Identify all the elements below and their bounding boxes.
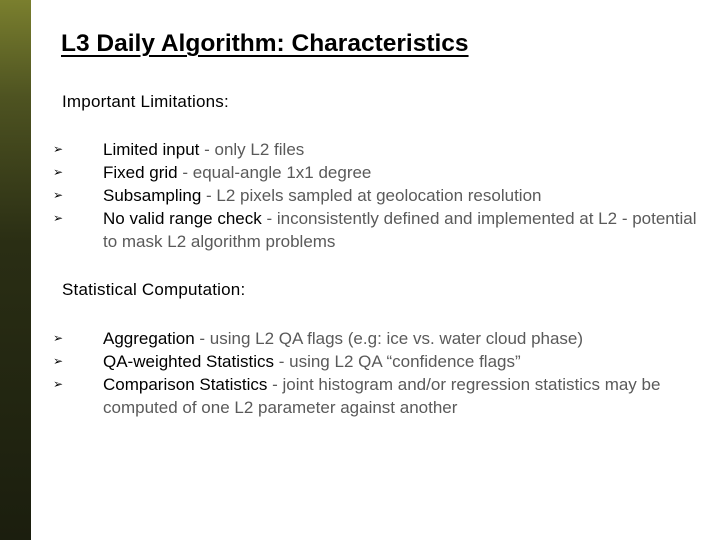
bullet-term: Limited input xyxy=(103,140,200,159)
arrowhead-bullet-icon: ➢ xyxy=(53,354,64,368)
list-item xyxy=(31,207,720,253)
bullet-description: using L2 QA “confidence flags” xyxy=(289,352,521,371)
limitations-list xyxy=(31,138,720,253)
bullet-description: equal-angle 1x1 degree xyxy=(192,163,372,182)
bullet-description: inconsistently defined and implemented at L2 - potential to mask L2 algorithm problems xyxy=(103,209,697,251)
list-item xyxy=(31,350,720,373)
list-item xyxy=(31,184,720,207)
arrowhead-bullet-icon: ➢ xyxy=(53,211,64,225)
bullet-separator: - xyxy=(201,186,217,205)
list-item xyxy=(31,138,720,161)
bullet-term: QA-weighted Statistics xyxy=(103,352,275,371)
section-heading-limitations: Important Limitations: xyxy=(62,92,229,111)
arrowhead-bullet-icon: ➢ xyxy=(53,331,64,345)
bullet-term: No valid range check xyxy=(103,209,262,228)
arrowhead-bullet-icon: ➢ xyxy=(53,188,64,202)
arrowhead-bullet-icon: ➢ xyxy=(53,142,64,156)
bullet-separator: - xyxy=(261,209,277,228)
bullet-separator: - xyxy=(274,352,290,371)
statistical-computation-list xyxy=(31,327,720,419)
bullet-term: Aggregation xyxy=(103,329,195,348)
slide-sidebar-accent xyxy=(0,0,31,540)
bullet-description: joint histogram and/or regression statistics may be computed of one L2 parameter against another xyxy=(103,375,661,417)
list-item xyxy=(31,373,720,419)
bullet-description: using L2 QA flags (e.g: ice vs. water cloud phase) xyxy=(209,329,584,348)
arrowhead-bullet-icon: ➢ xyxy=(53,377,64,391)
bullet-description: only L2 files xyxy=(214,140,305,159)
bullet-separator: - xyxy=(194,329,210,348)
bullet-term: Fixed grid xyxy=(103,163,178,182)
bullet-description: L2 pixels sampled at geolocation resolution xyxy=(216,186,542,205)
bullet-separator: - xyxy=(177,163,193,182)
bullet-term: Subsampling xyxy=(103,186,202,205)
list-item xyxy=(31,327,720,350)
section-heading-statistical-computation: Statistical Computation: xyxy=(62,280,246,299)
slide-content xyxy=(31,0,720,540)
bullet-term: Comparison Statistics xyxy=(103,375,268,394)
bullet-separator: - xyxy=(267,375,283,394)
bullet-separator: - xyxy=(199,140,215,159)
arrowhead-bullet-icon: ➢ xyxy=(53,165,64,179)
list-item xyxy=(31,161,720,184)
slide-title: L3 Daily Algorithm: Characteristics xyxy=(61,30,469,57)
